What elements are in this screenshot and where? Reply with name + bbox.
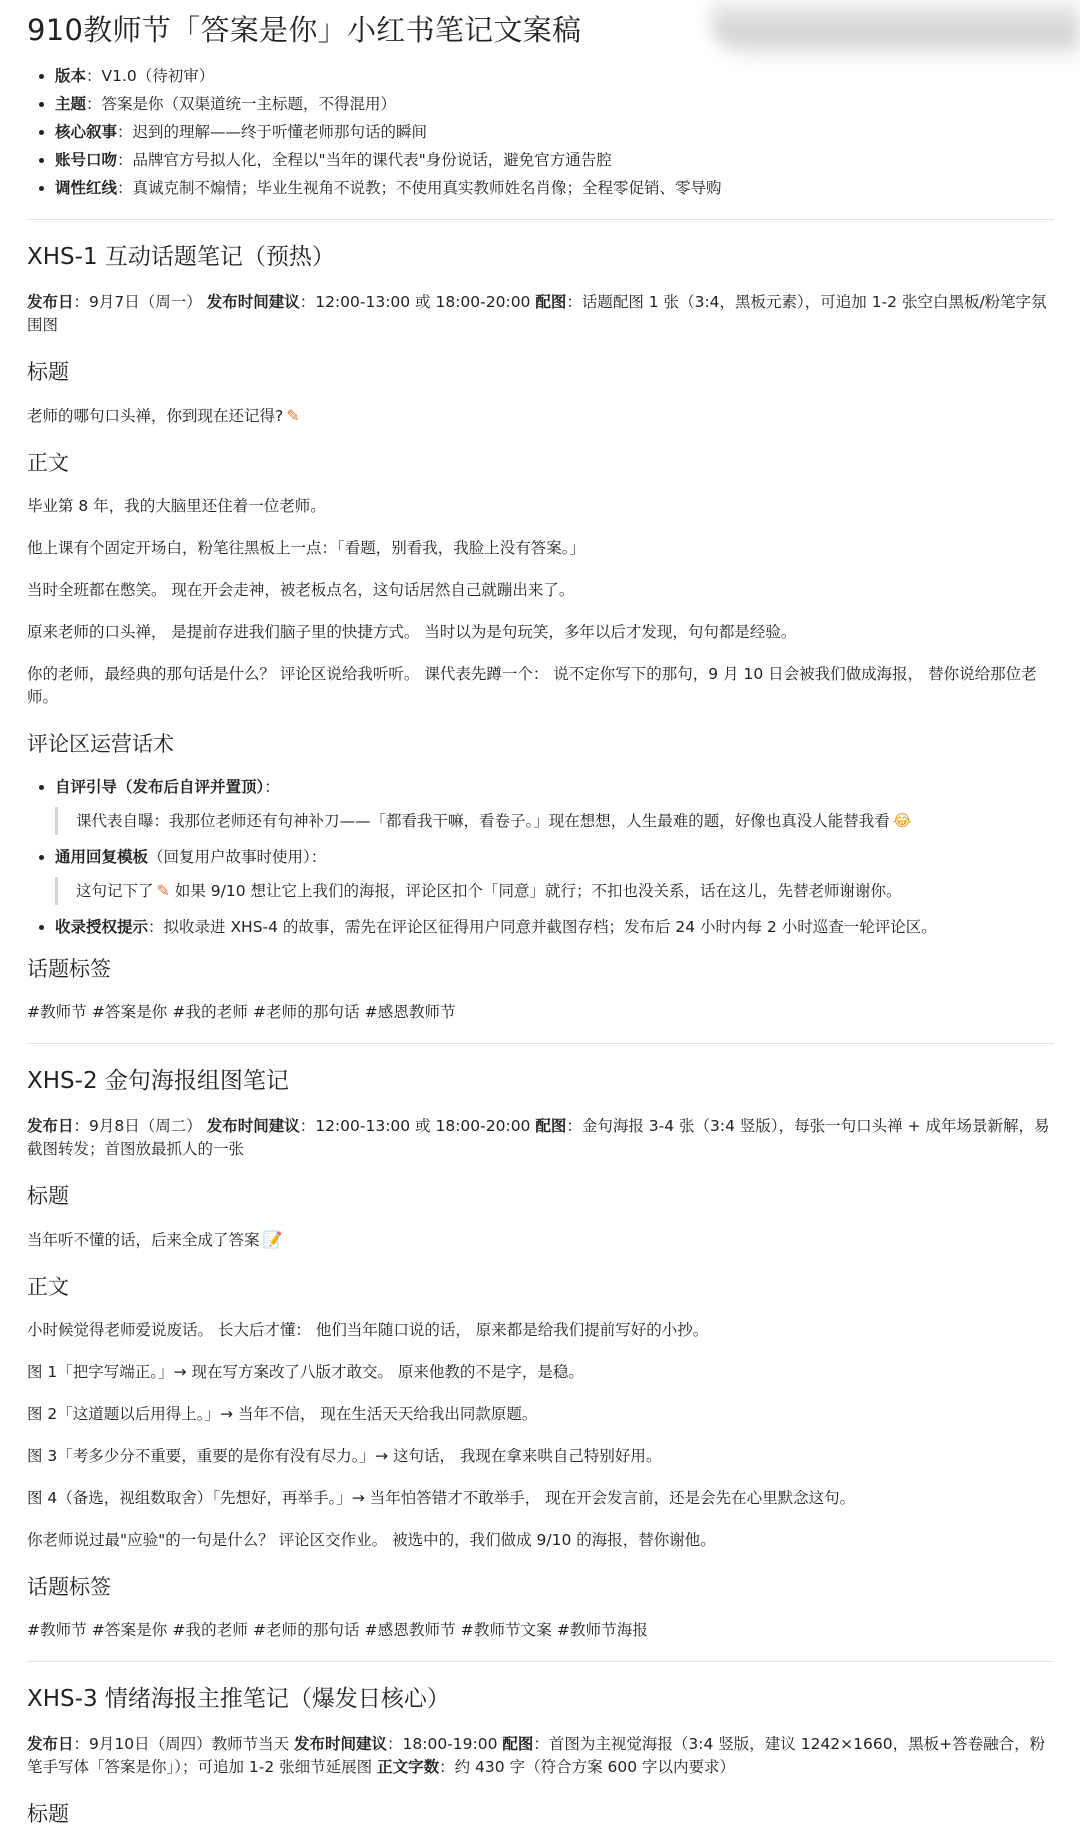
xhs1-body-paragraph: 你的老师，最经典的那句话是什么？ 评论区说给我听听。 课代表先蹲一个： 说不定你写下的那句，9 月 10 日会被我们做成海报， 替你说给那位老师。 [27, 665, 1037, 706]
xhs2-body-paragraph: 图 4（备选，视组数取舍）「先想好，再举手。」→ 当年怕答错才不敢举手， 现在开会发言前，还是会先在心里默念这句。 [27, 1489, 856, 1507]
meta-theme: • 主题：答案是你（双渠道统一主标题，不得混用） [55, 93, 1054, 116]
xhs3-title-heading: 标题 [27, 1802, 69, 1826]
xhs3-publish-info: 发布日：9月10日（周四）教师节当天 发布时间建议：18:00-19:00 配图：首图为主视觉海报（3:4 竖版，建议 1242×1660，黑板+答卷融合，粉笔手写体「答案是你」）；可追加 1-2 张细节延展图 正文字数：约 430 字（符合方案 600 字以内要求） [27, 1735, 1046, 1776]
ops-reply-template: • 通用回复模板（回复用户故事时使用）： 这句记下了 ✎ 如果 9/10 想让它上我们的海报，评论区扣个「同意」就行；不扣也没关系，话在这儿，先替老师谢谢你。 [55, 846, 1054, 905]
xhs2-title-text: 当年听不懂的话，后来全成了答案 📝 [27, 1230, 283, 1249]
meta-version: • 版本：V1.0（待初审） [55, 65, 1054, 88]
xhs2-hashtags: #教师节 #答案是你 #我的老师 #老师的那句话 #感恩教师节 #教师节文案 #教师节海报 [27, 1621, 648, 1639]
memo-icon: 📝 [262, 1230, 283, 1249]
ops-self-comment: • 自评引导（发布后自评并置顶）： 课代表自曝：我那位老师还有句神补刀——「都看我干嘛，看卷子。」现在想想，人生最难的题，好像也真没人能替我看 😂 [55, 776, 1054, 835]
section-heading-xhs3: XHS-3 情绪海报主推笔记（爆发日核心） [27, 1686, 450, 1712]
section-heading-xhs1: XHS-1 互动话题笔记（预热） [27, 244, 335, 270]
xhs1-body-heading: 正文 [27, 451, 69, 475]
laughing-emoji-icon: 😂 [892, 811, 912, 830]
meta-tone: • 账号口吻：品牌官方号拟人化，全程以"当年的课代表"身份说话，避免官方通告腔 [55, 149, 1054, 172]
xhs2-body-paragraph: 小时候觉得老师爱说废话。 长大后才懂： 他们当年随口说的话， 原来都是给我们提前写好的小抄。 [27, 1321, 709, 1339]
pencil-icon: ✎ [156, 881, 170, 900]
ops-reply-quote: 这句记下了 ✎ 如果 9/10 想让它上我们的海报，评论区扣个「同意」就行；不扣也没关系，话在这儿，先替老师谢谢你。 [55, 877, 1054, 905]
xhs1-body-paragraph: 他上课有个固定开场白，粉笔往黑板上一点：「看题，别看我，我脸上没有答案。」 [27, 539, 586, 557]
meta-list [27, 65, 1054, 200]
xhs1-title-heading: 标题 [27, 360, 69, 384]
xhs2-publish-info: 发布日：9月8日（周二） 发布时间建议：12:00-13:00 或 18:00-20:00 配图：金句海报 3-4 张（3:4 竖版），每张一句口头禅 + 成年场景新解，易截图转发；首图放最抓人的一张 [27, 1117, 1050, 1158]
ops-self-quote: 课代表自曝：我那位老师还有句神补刀——「都看我干嘛，看卷子。」现在想想，人生最难的题，好像也真没人能替我看 😂 [55, 807, 1054, 835]
xhs2-tags-heading: 话题标签 [27, 1575, 111, 1599]
xhs2-body-heading: 正文 [27, 1275, 69, 1299]
pencil-icon: ✎ [286, 406, 300, 425]
xhs1-body-paragraph: 当时全班都在憋笑。 现在开会走神，被老板点名，这句话居然自己就蹦出来了。 [27, 581, 575, 599]
xhs1-ops-heading: 评论区运营话术 [27, 732, 174, 756]
xhs2-body-paragraph: 图 1「把字写端正。」→ 现在写方案改了八版才敢交。 原来他教的不是字，是稳。 [27, 1363, 584, 1381]
divider [27, 1043, 1054, 1044]
xhs2-body-paragraph: 图 3「考多少分不重要，重要的是你有没有尽力。」→ 这句话， 我现在拿来哄自己特别好用。 [27, 1447, 662, 1465]
xhs1-title-text: 老师的哪句口头禅，你到现在还记得? ✎ [27, 406, 300, 425]
divider [27, 219, 1054, 220]
xhs2-title-heading: 标题 [27, 1184, 69, 1208]
section-heading-xhs2: XHS-2 金句海报组图笔记 [27, 1068, 289, 1094]
xhs2-body-paragraph: 图 2「这道题以后用得上。」→ 当年不信， 现在生活天天给我出同款原题。 [27, 1405, 538, 1423]
xhs2-body-paragraph: 你老师说过最"应验"的一句是什么？ 评论区交作业。 被选中的，我们做成 9/10 的海报，替你谢他。 [27, 1531, 716, 1549]
xhs1-ops-list [27, 776, 1054, 939]
meta-redline: • 调性红线：真诚克制不煽情；毕业生视角不说教；不使用真实教师姓名肖像；全程零促销、零导购 [55, 177, 1054, 200]
meta-narrative: • 核心叙事：迟到的理解——终于听懂老师那句话的瞬间 [55, 121, 1054, 144]
xhs1-body-paragraph: 原来老师的口头禅， 是提前存进我们脑子里的快捷方式。 当时以为是句玩笑，多年以后才发现，句句都是经验。 [27, 623, 797, 641]
xhs1-body-paragraph: 毕业第 8 年，我的大脑里还住着一位老师。 [27, 497, 326, 515]
xhs1-tags-heading: 话题标签 [27, 957, 111, 981]
divider [27, 1661, 1054, 1662]
xhs1-hashtags: #教师节 #答案是你 #我的老师 #老师的那句话 #感恩教师节 [27, 1003, 456, 1021]
xhs1-publish-info: 发布日：9月7日（周一） 发布时间建议：12:00-13:00 或 18:00-20:00 配图：话题配图 1 张（3:4，黑板元素），可追加 1-2 张空白黑板/粉笔字氛围图 [27, 293, 1047, 334]
ops-auth-notice: • 收录授权提示：拟收录进 XHS-4 的故事，需先在评论区征得用户同意并截图存档；发布后 24 小时内每 2 小时巡查一轮评论区。 [55, 916, 1054, 939]
page-title: 910教师节「答案是你」小红书笔记文案稿 [27, 13, 582, 47]
